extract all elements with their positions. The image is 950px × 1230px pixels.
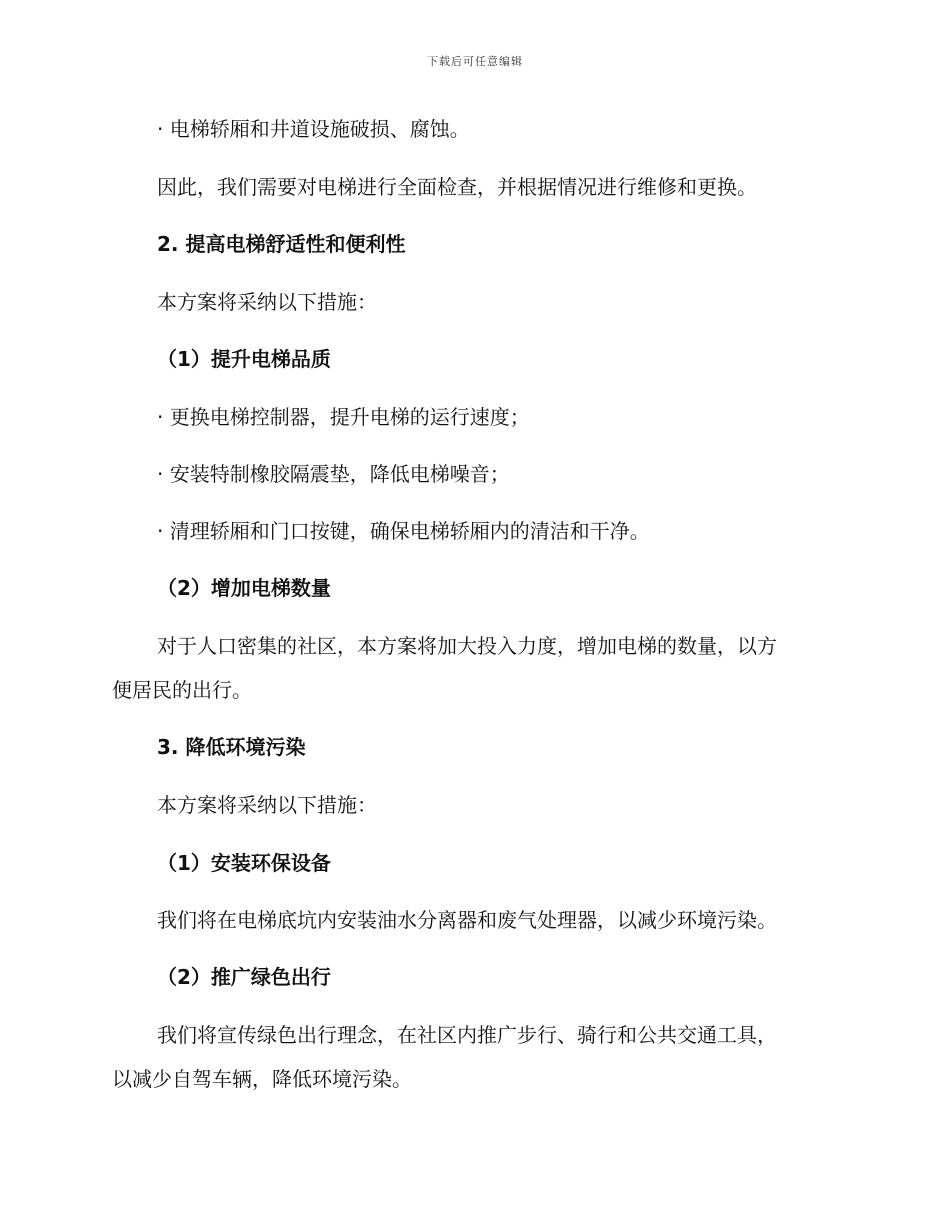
paragraph: 对于人口密集的社区，本方案将加大投入力度，增加电梯的数量，以方	[157, 634, 777, 658]
section-heading: 2. 提高电梯舒适性和便利性	[157, 232, 406, 256]
paragraph: 我们将在电梯底坑内安装油水分离器和废气处理器，以减少环境污染。	[157, 908, 777, 932]
paragraph: 本方案将采纳以下措施：	[157, 793, 377, 817]
section-heading: 3. 降低环境污染	[157, 735, 306, 759]
paragraph-continuation: 便居民的出行。	[112, 678, 252, 702]
sub-heading: （1）安装环保设备	[157, 851, 331, 875]
sub-heading: （2）推广绿色出行	[157, 965, 331, 989]
sub-heading: （2）增加电梯数量	[157, 576, 331, 600]
paragraph: 本方案将采纳以下措施：	[157, 290, 377, 314]
page-header: 下载后可任意编辑	[427, 55, 523, 68]
sub-heading: （1）提升电梯品质	[157, 347, 331, 371]
paragraph: 因此，我们需要对电梯进行全面检查，并根据情况进行维修和更换。	[157, 175, 757, 199]
bullet-item: · 电梯轿厢和井道设施破损、腐蚀。	[157, 117, 470, 141]
bullet-item: · 更换电梯控制器，提升电梯的运行速度；	[157, 405, 530, 429]
bullet-item: · 安装特制橡胶隔震垫，降低电梯噪音；	[157, 462, 510, 486]
paragraph-continuation: 以减少自驾车辆，降低环境污染。	[112, 1067, 412, 1091]
paragraph: 我们将宣传绿色出行理念，在社区内推广步行、骑行和公共交通工具，	[157, 1023, 777, 1047]
bullet-item: · 清理轿厢和门口按键，确保电梯轿厢内的清洁和干净。	[157, 519, 650, 543]
